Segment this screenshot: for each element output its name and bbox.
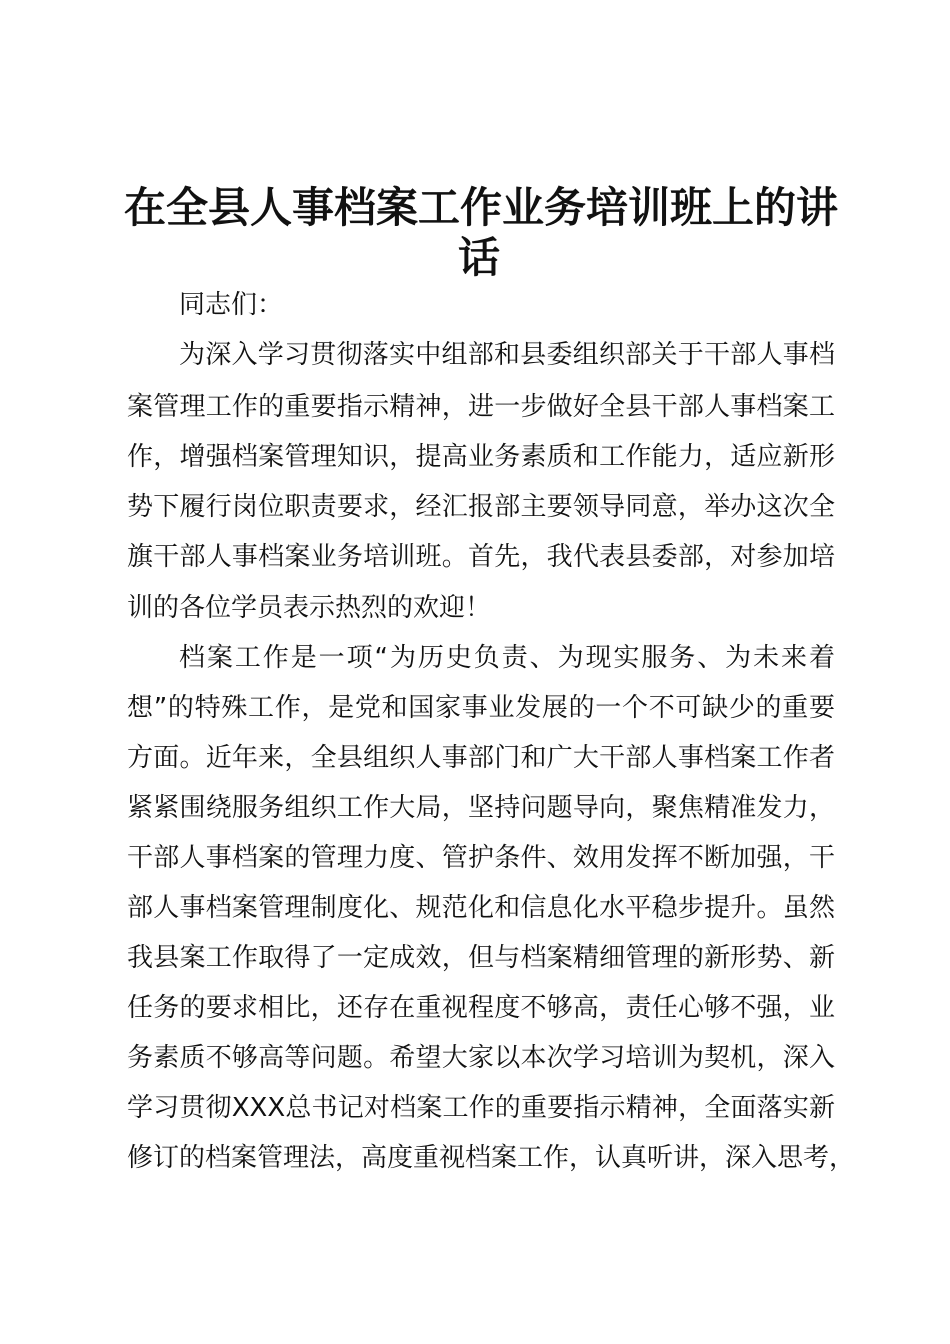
document-title-line-1: 在全县人事档案工作业务培训班上的讲 bbox=[124, 183, 839, 232]
paragraph-line: 部人事档案管理制度化、规范化和信息化水平稳步提升。虽然 bbox=[127, 893, 835, 923]
paragraph-line: 修订的档案管理法，高度重视档案工作，认真听讲，深入思考， bbox=[127, 1143, 856, 1173]
paragraph-line: 紧紧围绕服务组织工作大局，坚持问题导向，聚焦精准发力， bbox=[127, 793, 835, 823]
paragraph-line: 学习贯彻XXX总书记对档案工作的重要指示精神，全面落实新 bbox=[127, 1093, 835, 1123]
document-title-line-2: 话 bbox=[457, 233, 500, 282]
paragraph-line: 任务的要求相比，还存在重视程度不够高，责任心够不强，业 bbox=[127, 993, 835, 1023]
paragraph-line: 为深入学习贯彻落实中组部和县委组织部关于干部人事档 bbox=[179, 340, 835, 370]
paragraph-line: 旗干部人事档案业务培训班。首先，我代表县委部，对参加培 bbox=[127, 542, 835, 572]
paragraph-line: 干部人事档案的管理力度、管护条件、效用发挥不断加强，干 bbox=[127, 843, 835, 873]
paragraph-line: 档案工作是一项“为历史负责、为现实服务、为未来着 bbox=[179, 643, 835, 673]
paragraph-line: 作，增强档案管理知识，提高业务素质和工作能力，适应新形 bbox=[127, 442, 835, 472]
paragraph-line: 训的各位学员表示热烈的欢迎！ bbox=[127, 593, 492, 623]
salutation: 同志们： bbox=[179, 290, 284, 320]
paragraph-line: 案管理工作的重要指示精神，进一步做好全县干部人事档案工 bbox=[127, 392, 835, 422]
paragraph-line: 想”的特殊工作，是党和国家事业发展的一个不可缺少的重要 bbox=[127, 693, 835, 723]
paragraph-line: 方面。近年来，全县组织人事部门和广大干部人事档案工作者 bbox=[127, 743, 835, 773]
paragraph-line: 势下履行岗位职责要求，经汇报部主要领导同意，举办这次全 bbox=[127, 492, 835, 522]
paragraph-line: 务素质不够高等问题。希望大家以本次学习培训为契机，深入 bbox=[127, 1043, 835, 1073]
paragraph-line: 我县案工作取得了一定成效，但与档案精细管理的新形势、新 bbox=[127, 943, 835, 973]
